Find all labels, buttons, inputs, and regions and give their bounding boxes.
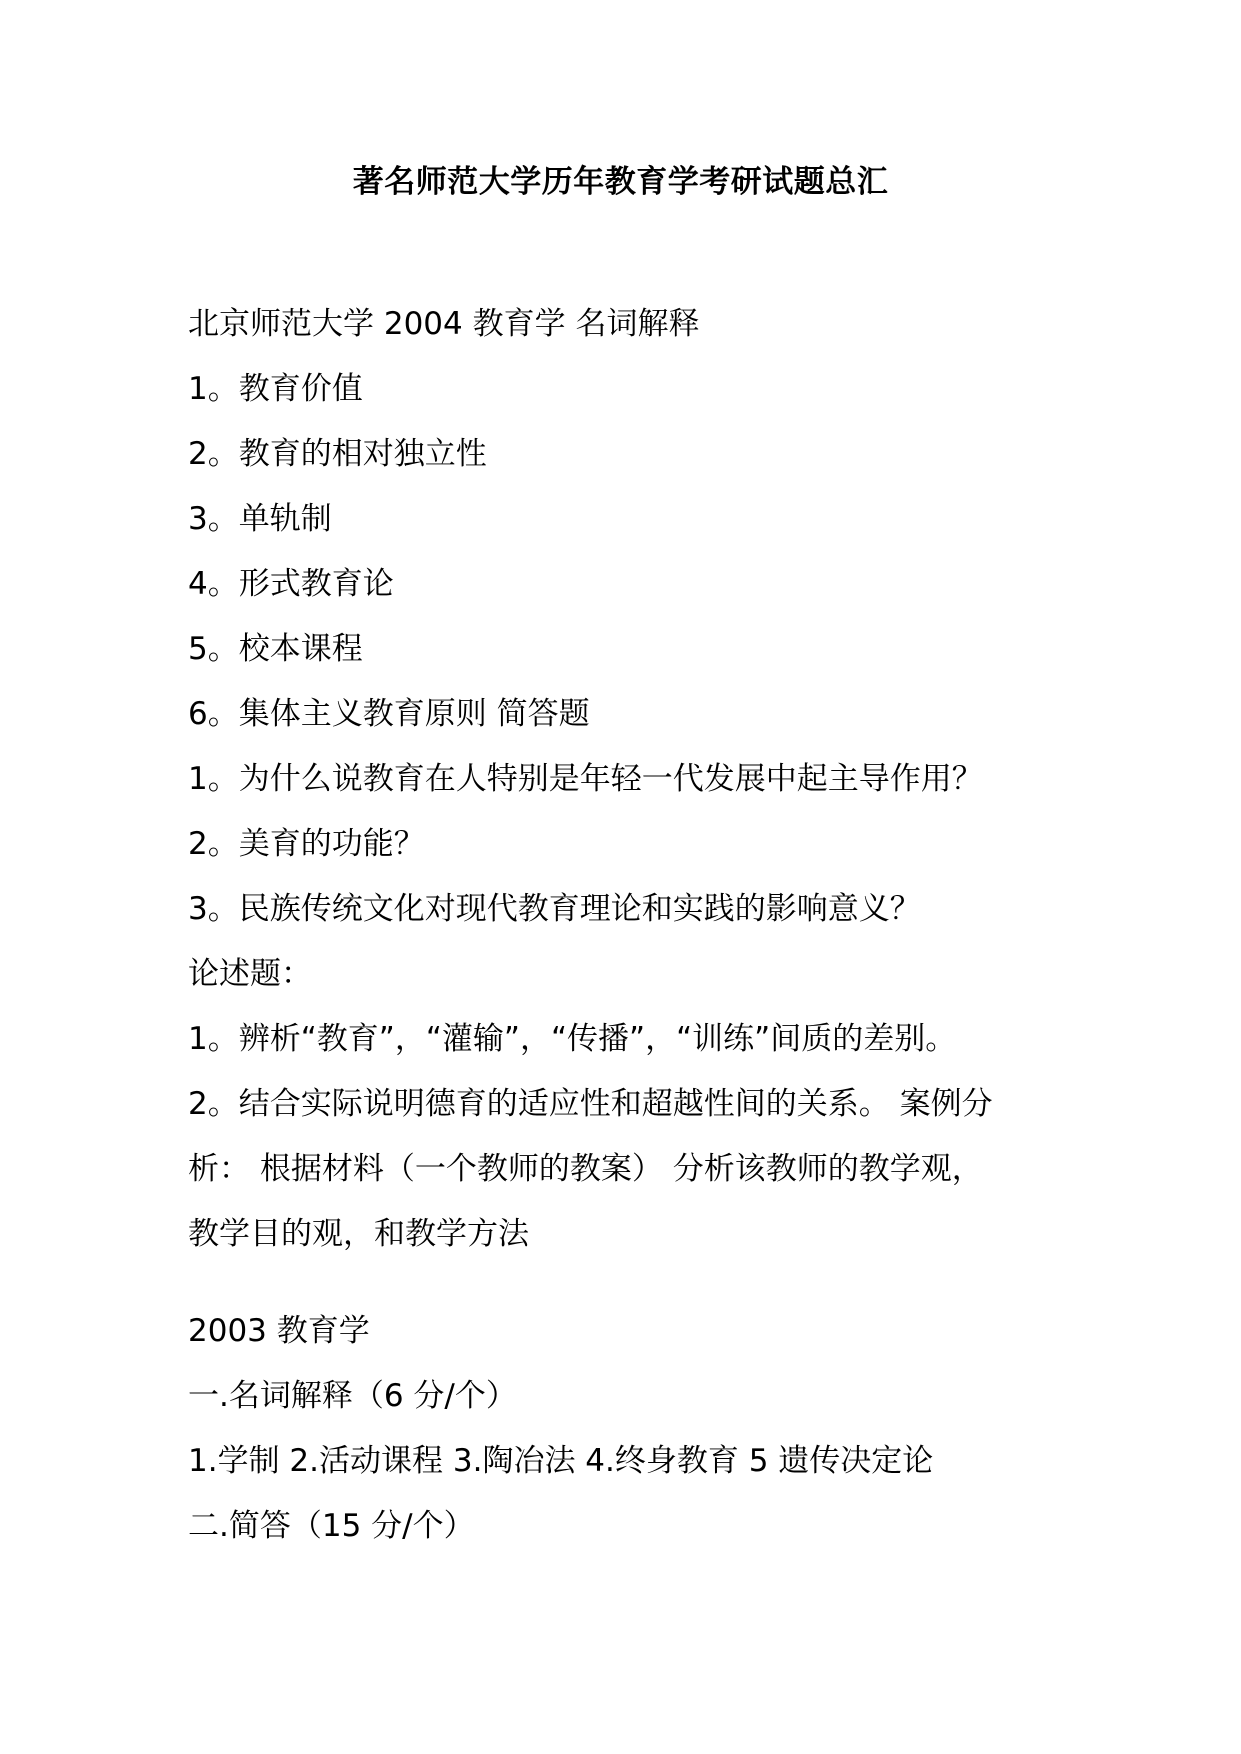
section-2004 [188,292,1068,1267]
term-item: 3。单轨制 [188,501,332,537]
section-heading-2003: 2003 教育学 [188,1313,370,1349]
short-answer-item: 1。为什么说教育在人特别是年轻一代发展中起主导作用？ [188,761,983,797]
term-item: 2。教育的相对独立性 [188,436,487,472]
essay-list [188,1007,1068,1267]
short-answer-item: 2。美育的功能？ [188,826,425,862]
section-2003 [188,1299,1068,1559]
essay-item: 教学目的观，和教学方法 [188,1216,529,1252]
part-heading: 二.简答（15 分/个） [188,1508,475,1544]
term-row: 1.学制 2.活动课程 3.陶冶法 4.终身教育 5 遗传决定论 [188,1443,934,1479]
short-answer-list [188,747,1068,942]
document-title: 著名师范大学历年教育学考研试题总汇 [352,164,889,200]
essay-item: 1。辨析“教育”，“灌输”，“传播”，“训练”间质的差别。 [188,1021,957,1057]
document-body [188,292,1068,1559]
term-item: 1。教育价值 [188,371,363,407]
term-item: 5。校本课程 [188,631,363,667]
essay-item: 2。结合实际说明德育的适应性和超越性间的关系。 案例分 [188,1086,993,1122]
term-item: 4。形式教育论 [188,566,394,602]
short-answer-item: 3。民族传统文化对现代教育理论和实践的影响意义？ [188,891,921,927]
essay-heading: 论述题： [188,956,312,992]
part-heading: 一.名词解释（6 分/个） [188,1378,517,1414]
term-list [188,357,1068,747]
term-item: 6。集体主义教育原则 简答题 [188,696,590,732]
essay-item: 析： 根据材料（一个教师的教案） 分析该教师的教学观， [188,1151,983,1187]
section-heading-2004: 北京师范大学 2004 教育学 名词解释 [188,306,700,342]
